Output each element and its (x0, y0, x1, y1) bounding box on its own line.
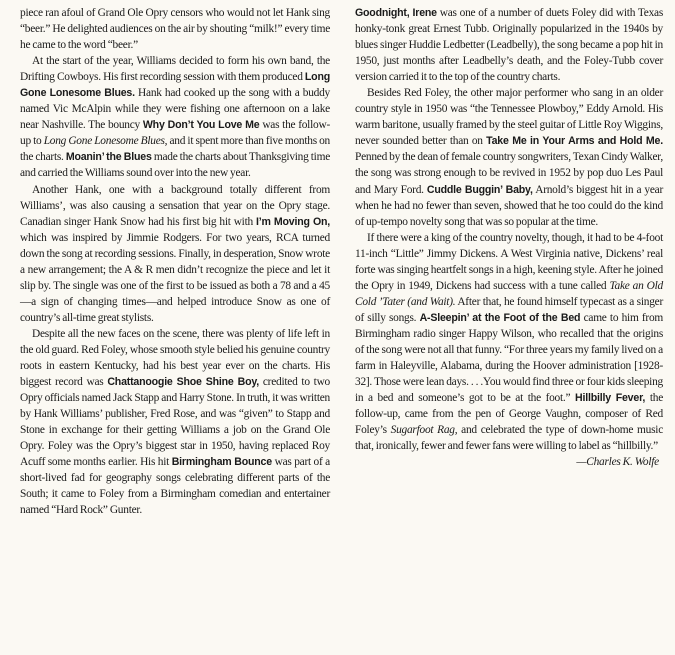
paragraph (20, 326, 330, 519)
text-run: came to him from Birmingham radio singer Happy Wilson, who recalled that the origins of the song were not all that funny. “For three years my family lived on a farm in Haleyville, Alabama, during the Hoover administration [1928-32]. Those were lean days. . . .You would find three or four kids sleeping in a bed and someone’s got to be at the foot.” (355, 311, 664, 405)
song-title: I’m Moving On, (256, 215, 330, 228)
song-title: Birmingham Bounce (171, 456, 272, 469)
text-run: was part of a short-lived fad for geography songs celebrating different parts of the South; it came to Foley from a Birmingham comedian and entertainer named “Hard Rock” Gunter. (20, 456, 330, 517)
text-run: If there were a king of the country novelty, though, it had to be 4-foot 11-inch “Little” Jimmy Dickens. A West Virginia native, Dickens’ real forte was singing heartfelt songs in a high, keening style. After he joined the Opry in 1949, Dickens had success with a tune called (355, 231, 663, 292)
song-title: Chattanoogie Shoe Shine Boy, (107, 376, 259, 389)
text-run: credited to two Opry officials named Jack Stapp and Harry Stone. In truth, it was written by Hank Williams’ publisher, Fred Rose, and was “given” to Stapp and Stone in exchange for their getting Williams a job on the Grand Ole Opry. Foley was the Opry’s biggest star in 1950, having replaced Roy Acuff some months earlier. His hit (20, 376, 331, 469)
song-title: Hillbilly Fever, (575, 392, 646, 405)
song-title-italic: Sugarfoot Rag, (390, 424, 458, 437)
paragraph (355, 5, 663, 85)
text-run: Arnold’s biggest hit in a year when he had no fewer than seven, showed that he too could do the kind of up-tempo novelty song that was so popular at the time. (355, 183, 663, 228)
author-signature: —Charles K. Wolfe (576, 456, 659, 469)
text-run: the follow-up, came from the pen of George Vaughn, composer of Red Foley’s (355, 392, 664, 437)
song-title: Goodnight, Irene (355, 7, 437, 19)
song-title: Why Don’t You Love Me (142, 119, 260, 132)
song-title: Take Me in Your Arms and Hold Me. (486, 135, 663, 148)
text-run: made the charts about Thanksgiving time and carried the Williams sound over into the new year. (20, 151, 330, 180)
paragraph (20, 5, 330, 53)
paragraph (355, 85, 663, 229)
text-run: Besides Red Foley, the other major performer who sang in an older country style in 1950 was “the Tennessee Plowboy,” Eddy Arnold. His warm baritone, usually framed by the steel guitar of Little Roy Wiggins, never sounded better than on (355, 87, 663, 148)
text-run: which was inspired by Jimmie Rodgers. For two years, RCA turned down the song at recording sessions. Finally, in desperation, Snow wrote a new arrangement; the A & R men didn’t recognize the piece and let it slip by. The single was one of the first to be issued as both a 78 and a 45—a sign of changing times—and helped introduce Snow as one of country’s all-time great stylists. (20, 231, 330, 324)
song-title-italic: Long Gone Lonesome Blues, (43, 135, 168, 148)
text-run: was the follow-up to (20, 119, 330, 148)
song-title: Cuddle Buggin’ Baby, (426, 183, 533, 196)
text-run: Penned by the dean of female country songwriters, Texan Cindy Walker, the song was strong enough to be revived in 1952 by pop duo Les Paul and Mary Ford. (355, 151, 663, 196)
song-title: Moanin’ the Blues (65, 151, 152, 164)
song-title: Long Gone Lonesome Blues. (20, 71, 330, 100)
text-run: was one of a number of duets Foley did with Texas honky-tonk great Ernest Tubb. Originally popularized in the 1940s by blues singer Huddie Ledbetter (Leadbelly), the song became a pop hit in 1950, just months after Leadbelly’s death, and the Foley-Tubb cover version carried it to the top of the country charts. (355, 7, 664, 84)
paragraph (355, 230, 663, 455)
text-run: Another Hank, one with a background totally different from Williams’, was also causing a sensation that year on the Opry stage. Canadian singer Hank Snow had his first big hit with (20, 183, 330, 228)
text-run: At the start of the year, Williams decided to form his own band, the Drifting Cowboys. His first recording session with them produced (20, 55, 330, 84)
song-title-italic: Take an Old Cold ’Tater (and Wait). (355, 279, 663, 308)
paragraph (20, 53, 330, 181)
text-run: After that, he found himself typecast as a singer of silly songs. (355, 295, 663, 324)
right-column (355, 5, 663, 470)
paragraph (20, 182, 330, 326)
text-run: piece ran afoul of Grand Ole Opry censors who would not let Hank sing “beer.” He delighted audiences on the air by shouting “milk!” every time he came to the word “beer.” (20, 7, 330, 52)
song-title: A-Sleepin’ at the Foot of the Bed (419, 311, 581, 324)
text-run: Despite all the new faces on the scene, there was plenty of life left in the old guard. Red Foley, whose smooth style belied his genuine country roots in eastern Kentucky, had his best year ever on the charts. His biggest record was (20, 327, 330, 389)
text-run: and it spent more than five months on the charts. (20, 135, 330, 164)
text-run: and celebrated the type of down-home music that, ironically, fewer and fewer fans were willing to label as “hillbilly.” (355, 424, 664, 453)
text-run: Hank had cooked up the song with a buddy named Vic McAlpin while they were fishing one afternoon on a lake near Nashville. The bouncy (20, 87, 330, 132)
left-column (20, 5, 330, 519)
